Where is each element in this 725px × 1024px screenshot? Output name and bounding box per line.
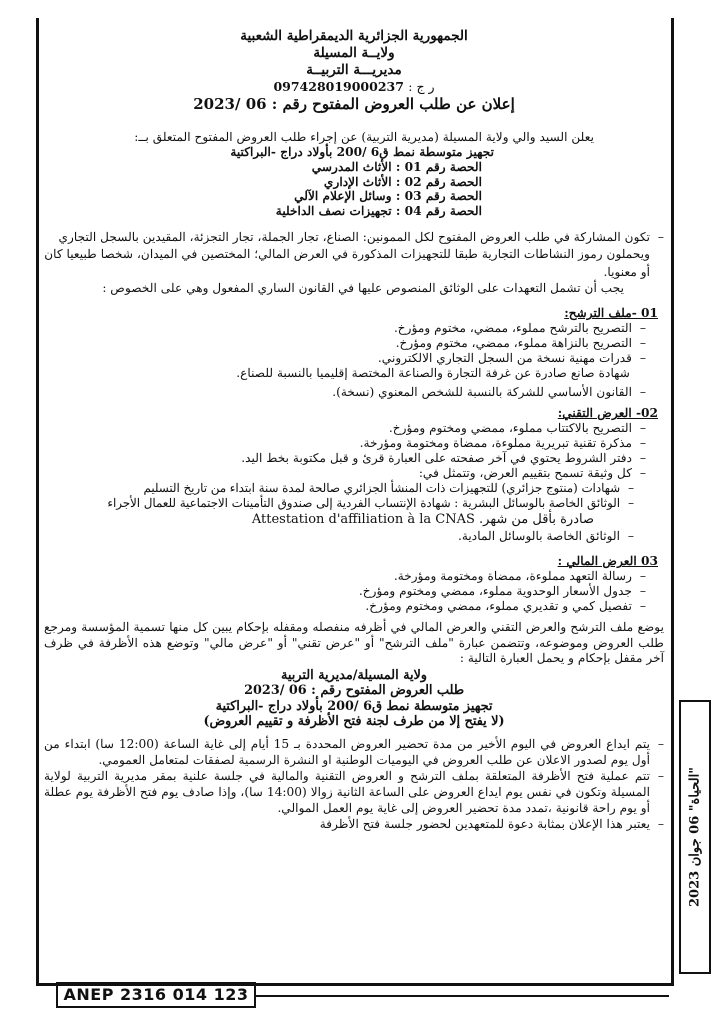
section-3-item: – جدول الأسعار الوحدوية مملوء، ممضي ومختوم ومؤرخ. [44,584,646,599]
section-2-title: 02- العرض التقني: [557,406,658,421]
anep-reference: ANEP 2316 014 123 [56,982,256,1008]
lot-2: الحصة رقم 02 : الأثاث الإداري [323,174,482,189]
section-1-sub: شهادة صانع صادرة عن غرفة التجارة والصناعة المختصة إقليميا بالنسبة للصناع. [236,366,630,381]
newspaper-date-text: "الحياة" 06 جوان 2023 [687,767,703,907]
footer-rule [255,995,669,997]
section-1-list-end [44,385,664,400]
reference-line [44,79,664,94]
section-2-subitem: – الوثائق الخاصة بالوسائل المادية. [44,529,634,544]
wilaya-heading: ولايــة المسيلة [313,45,395,61]
participation-text: – تكون المشاركة في طلب العروض المفتوح لكل الممونين: الصناع، تجار الجملة، تجار التجزئة، المقيدين بالسجل التجاري ويحملون رموز النشاطات التجارية طبقا للتجهيزات المذكورة في العرض المالي؛ المختصين في الميدان، شخصا طبيعيا كان أو معنويا. [44,229,664,282]
cnas-french: Attestation d'affiliation à la CNAS [251,512,475,528]
section-1-item: – القانون الأساسي للشركة بالنسبة للشخص المعنوي (نسخة). [44,385,646,400]
lot-3: الحصة رقم 03 : وسائل الإعلام الآلي [294,189,482,204]
directorate-heading: مديريـــة التربيــة [306,62,402,78]
reference-label: ر ج : [408,79,435,94]
envelope-label-line: (لا يفتح إلا من طرف لجنة فتح الأظرفة و تقييم العروض) [203,714,505,730]
section-2-sublist [44,481,664,511]
envelope-label-line: تجهيز متوسطة نمط ق6 /200 بأولاد دراج -البراكتية [215,698,493,714]
section-1-item: – التصريح بالترشح مملوء، ممضي، مختوم ومؤرخ. [44,321,646,336]
announcement-title: إعلان عن طلب العروض المفتوح رقم : 06 /2023 [193,95,515,113]
envelope-label-line: طلب العروض المفتوح رقم : 06 /2023 [244,683,464,699]
section-2-item: – كل وثيقة تسمح بتقييم العرض، وتتمثل في: [44,466,646,481]
announcement-content [44,28,664,832]
envelope-label-line: ولاية المسيلة/مديرية التربية [281,667,427,683]
cnas-line [44,511,664,529]
project-title: تجهيز متوسطة نمط ق6 /200 بأولاد دراج -البراكتية [230,145,494,159]
section-2-list [44,421,664,481]
section-3-list [44,569,664,614]
documents-intro: يجب أن تشمل التعهدات على الوثائق المنصوص عليها في القانون الساري المفعول وهي على الخصوص : [102,281,624,296]
final-item: – تتم عملية فتح الأظرفة المتعلقة بملف الترشح و العروض التقنية والمالية في جلسة علنية بمقر مديرية التربية لولاية المسيلة وتكون في نفس يوم ايداع العروض على الساعة الثانية زوالا (14:00 سا)، وإذا صادف يوم فتح الأظرفة يوم عطلة أو يوم راحة قانونية ،تمدد مدة تحضير العروض إلى غاية يوم العمل الموالي. [44,768,664,816]
lot-1: الحصة رقم 01 : الأثاث المدرسي [311,160,482,174]
intro-text: يعلن السيد والي ولاية المسيلة (مديرية التربية) عن إجراء طلب العروض المفتوح المتعلق بــ: [134,130,594,144]
newspaper-date-stamp [679,700,711,974]
final-list [44,736,664,832]
section-3-item: – رسالة التعهد مملوءة، ممضاة ومختومة ومؤرخة. [44,569,646,584]
section-1-item: – التصريح بالنزاهة مملوء، ممضي، مختوم ومؤرخ. [44,336,646,351]
final-item: – يعتبر هذا الإعلان بمثابة دعوة للمتعهدين لحضور جلسة فتح الأظرفة [44,816,664,832]
envelope-label [44,668,664,730]
section-2-subitem: – شهادات (منتوج جزائري) للتجهيزات ذات المنشأ الجزائري صالحة لمدة سنة ابتداء من تاريخ التسليم [44,481,634,496]
envelope-paragraph: يوضع ملف الترشح والعرض التقني والعرض المالي في أظرفه منفصله ومقفله بإحكام يبين كل منها تسمية المؤسسة ومرجع طلب العروض وموضوعه، وتتضمن عبارة "ملف الترشح" أو "عرض تقني" أو "عرض مالي" وتوضع هذه الأظرفة في ظرف آخر مقفل بإحكام و يحمل العبارة التالية : [44,620,664,666]
section-2-item: – التصريح بالاكتتاب مملوء، ممضي ومختوم ومؤرخ. [44,421,646,436]
cnas-arabic: صادرة بأقل من شهر. [479,512,594,528]
section-2-item: – مذكرة تقنية تبريرية مملوءة، ممضاة ومختومة ومؤرخة. [44,436,646,451]
reference-number: 097428019000237 [273,79,404,94]
section-3-item: – تفصيل كمي و تقديري مملوء، ممضي ومختوم ومؤرخ. [44,599,646,614]
section-2-list-end [44,529,664,544]
section-3-title: 03 العرض المالي : [557,554,658,569]
section-1-list [44,321,664,366]
section-2-item: – دفتر الشروط يحتوي في آخر صفحته على العبارة قرئ و قبل مكتوبة بخط اليد. [44,451,646,466]
participation-list [44,229,664,282]
final-item: – يتم ايداع العروض في اليوم الأخير من مدة تحضير العروض المحددة بـ 15 أيام إلى غاية الساعة (12:00 سا) ابتداء من أول يوم لصدور الاعلان عن طلب العروض في اليوميات الوطنية او النشرة الرسمية لصفقات لمتعامل العمومي. [44,736,664,768]
section-1-item: – قدرات مهنية نسخة من السجل التجاري الالكتروني. [44,351,646,366]
section-2-subitem: – الوثائق الخاصة بالوسائل البشرية : شهادة الإنتساب الفردية إلى صندوق التأمينات الاجتماعية للعمال الأجراء [44,496,634,511]
section-1-title: 01 -ملف الترشح: [564,306,658,321]
lot-4: الحصة رقم 04 : تجهيزات نصف الداخلية [275,204,482,219]
republic-heading: الجمهورية الجزائرية الديمقراطية الشعبية [240,28,468,44]
